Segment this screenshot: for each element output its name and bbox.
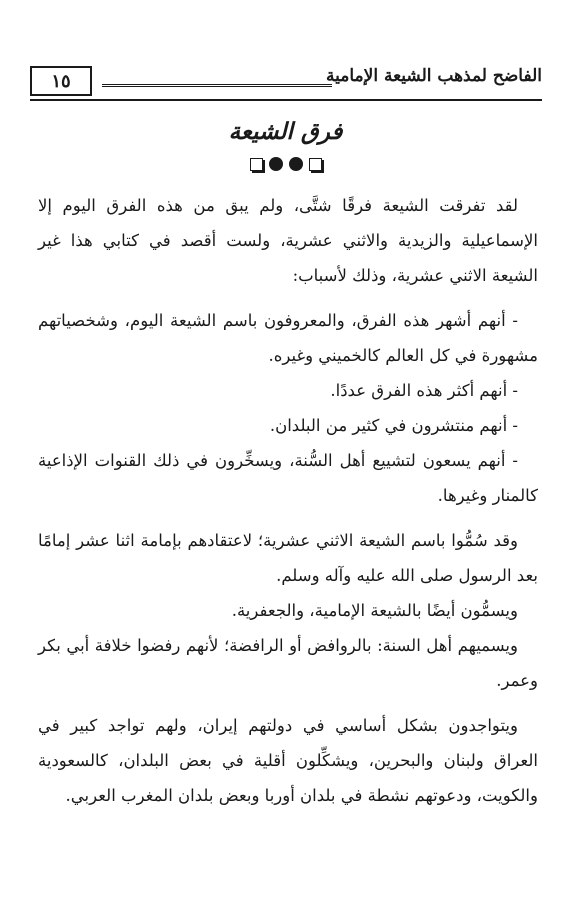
page-number: ١٥ bbox=[30, 66, 92, 96]
paragraph-intro: لقد تفرقت الشيعة فرقًا شتَّى، ولم يبق من هذه الفرق اليوم إلا الإسماعيلية والزيدية والاثني عشرية، ولست أقصد في كتابي هذا غير الشيعة الاثني عشرية، وذلك لأسباب: bbox=[38, 196, 538, 285]
page-header bbox=[30, 66, 542, 106]
paragraph-presence: ويتواجدون بشكل أساسي في دولتهم إيران، ولهم تواجد كبير في العراق ولبنان والبحرين، ويشكِّلون أقلية في بعض البلدان، كالسعودية والكويت، ودعوتهم نشطة في بلدان أوربا وبعض بلدان المغرب العربي. bbox=[38, 716, 538, 805]
list-item-reason: - أنهم أكثر هذه الفرق عددًا. bbox=[330, 381, 518, 400]
header-rule bbox=[102, 84, 332, 87]
square-ornament-icon bbox=[250, 158, 263, 171]
list-item-reason: - أنهم يسعون لتشييع أهل السُّنة، ويسخِّرون في ذلك القنوات الإذاعية كالمنار وغيرها. bbox=[38, 451, 538, 505]
paragraph-other-names: ويسمُّون أيضًا بالشيعة الإمامية، والجعفرية. bbox=[231, 601, 518, 620]
dot-ornament-icon bbox=[269, 157, 283, 171]
dot-ornament-icon bbox=[289, 157, 303, 171]
section-ornament bbox=[0, 157, 571, 171]
list-item-reason: - أنهم أشهر هذه الفرق، والمعروفون باسم الشيعة اليوم، وشخصياتهم مشهورة في كل العالم كالخميني وغيره. bbox=[38, 311, 538, 365]
section-title: فرق الشيعة bbox=[228, 118, 343, 145]
paragraph-sunni-naming: ويسميهم أهل السنة: بالروافض أو الرافضة؛ لأنهم رفضوا خلافة أبي بكر وعمر. bbox=[38, 636, 538, 690]
paragraph-naming: وقد سُمُّوا باسم الشيعة الاثني عشرية؛ لاعتقادهم بإمامة اثنا عشر إمامًا بعد الرسول صلى الله عليه وآله وسلم. bbox=[38, 531, 538, 585]
list-item-reason: - أنهم منتشرون في كثير من البلدان. bbox=[269, 416, 518, 435]
square-ornament-icon bbox=[309, 158, 322, 171]
running-title: الفاضح لمذهب الشيعة الإمامية bbox=[325, 66, 542, 86]
header-underline bbox=[30, 99, 542, 101]
body-text bbox=[38, 188, 538, 813]
